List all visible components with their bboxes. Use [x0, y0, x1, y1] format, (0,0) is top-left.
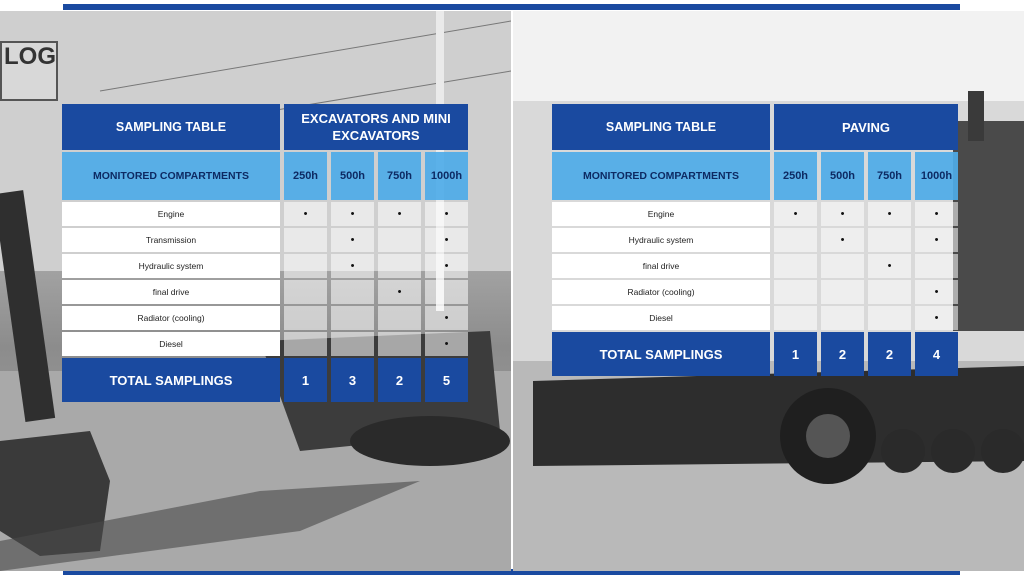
- sample-mark: [284, 332, 327, 356]
- hour-header: 250h: [774, 152, 817, 200]
- sample-mark: [774, 306, 817, 330]
- sample-mark: •: [378, 202, 421, 226]
- sample-mark: •: [821, 202, 864, 226]
- sample-mark: [378, 254, 421, 278]
- hour-header: 250h: [284, 152, 327, 200]
- sample-mark: [821, 280, 864, 304]
- sample-mark: •: [331, 202, 374, 226]
- sample-mark: •: [425, 306, 468, 330]
- sample-mark: [331, 332, 374, 356]
- sample-mark: [774, 228, 817, 252]
- total-samplings-label: TOTAL SAMPLINGS: [62, 358, 280, 402]
- total-value: 2: [821, 332, 864, 376]
- sample-mark: •: [378, 280, 421, 304]
- sample-mark: [331, 306, 374, 330]
- hour-header: 500h: [331, 152, 374, 200]
- total-samplings-label: TOTAL SAMPLINGS: [552, 332, 770, 376]
- paving-sampling-table: [548, 102, 962, 378]
- excavator-sampling-table: [58, 102, 472, 404]
- table-row: [552, 228, 958, 252]
- table-row: [62, 332, 468, 356]
- sample-mark: [284, 306, 327, 330]
- sample-mark: •: [331, 254, 374, 278]
- table-row: [62, 254, 468, 278]
- sample-mark: [284, 228, 327, 252]
- sample-mark: [868, 306, 911, 330]
- table-row: [62, 202, 468, 226]
- compartment-label: Diesel: [552, 306, 770, 330]
- table-row: [62, 228, 468, 252]
- sample-mark: •: [915, 228, 958, 252]
- sample-mark: [821, 254, 864, 278]
- sample-mark: [868, 280, 911, 304]
- total-value: 5: [425, 358, 468, 402]
- compartment-label: Radiator (cooling): [552, 280, 770, 304]
- compartment-label: Engine: [552, 202, 770, 226]
- sample-mark: [378, 332, 421, 356]
- sample-mark: •: [425, 228, 468, 252]
- equipment-type: PAVING: [774, 104, 958, 150]
- sample-mark: •: [915, 306, 958, 330]
- compartment-label: Hydraulic system: [62, 254, 280, 278]
- hour-header: 750h: [868, 152, 911, 200]
- sample-mark: [915, 254, 958, 278]
- hour-header: 750h: [378, 152, 421, 200]
- sample-mark: •: [425, 254, 468, 278]
- table-title: SAMPLING TABLE: [552, 104, 770, 150]
- sample-mark: •: [821, 228, 864, 252]
- compartment-label: Radiator (cooling): [62, 306, 280, 330]
- total-value: 2: [378, 358, 421, 402]
- hour-header: 1000h: [425, 152, 468, 200]
- sample-mark: •: [868, 254, 911, 278]
- sample-mark: [821, 306, 864, 330]
- table-row: [62, 306, 468, 330]
- compartment-label: final drive: [552, 254, 770, 278]
- monitored-compartments-header: MONITORED COMPARTMENTS: [552, 152, 770, 200]
- sample-mark: •: [425, 202, 468, 226]
- table-row: [552, 254, 958, 278]
- sample-mark: [331, 280, 374, 304]
- sample-mark: [284, 280, 327, 304]
- sample-mark: •: [915, 280, 958, 304]
- table-row: [552, 202, 958, 226]
- sample-mark: •: [774, 202, 817, 226]
- sample-mark: [774, 280, 817, 304]
- compartment-label: Hydraulic system: [552, 228, 770, 252]
- sample-mark: [378, 306, 421, 330]
- top-accent-bar: [63, 4, 960, 10]
- total-value: 1: [774, 332, 817, 376]
- total-value: 4: [915, 332, 958, 376]
- compartment-label: Engine: [62, 202, 280, 226]
- total-value: 1: [284, 358, 327, 402]
- compartment-label: Diesel: [62, 332, 280, 356]
- table-row: [552, 280, 958, 304]
- sample-mark: •: [331, 228, 374, 252]
- sample-mark: •: [868, 202, 911, 226]
- table-row: [62, 280, 468, 304]
- sample-mark: •: [284, 202, 327, 226]
- hour-header: 1000h: [915, 152, 958, 200]
- monitored-compartments-header: MONITORED COMPARTMENTS: [62, 152, 280, 200]
- sample-mark: [284, 254, 327, 278]
- total-value: 3: [331, 358, 374, 402]
- table-title: SAMPLING TABLE: [62, 104, 280, 150]
- sample-mark: [425, 280, 468, 304]
- building-sign: LOG: [0, 41, 58, 101]
- sample-mark: [378, 228, 421, 252]
- sample-mark: •: [425, 332, 468, 356]
- equipment-type: EXCAVATORS AND MINI EXCAVATORS: [284, 104, 468, 150]
- hour-header: 500h: [821, 152, 864, 200]
- sample-mark: [868, 228, 911, 252]
- total-value: 2: [868, 332, 911, 376]
- compartment-label: final drive: [62, 280, 280, 304]
- table-row: [552, 306, 958, 330]
- sample-mark: •: [915, 202, 958, 226]
- compartment-label: Transmission: [62, 228, 280, 252]
- sample-mark: [774, 254, 817, 278]
